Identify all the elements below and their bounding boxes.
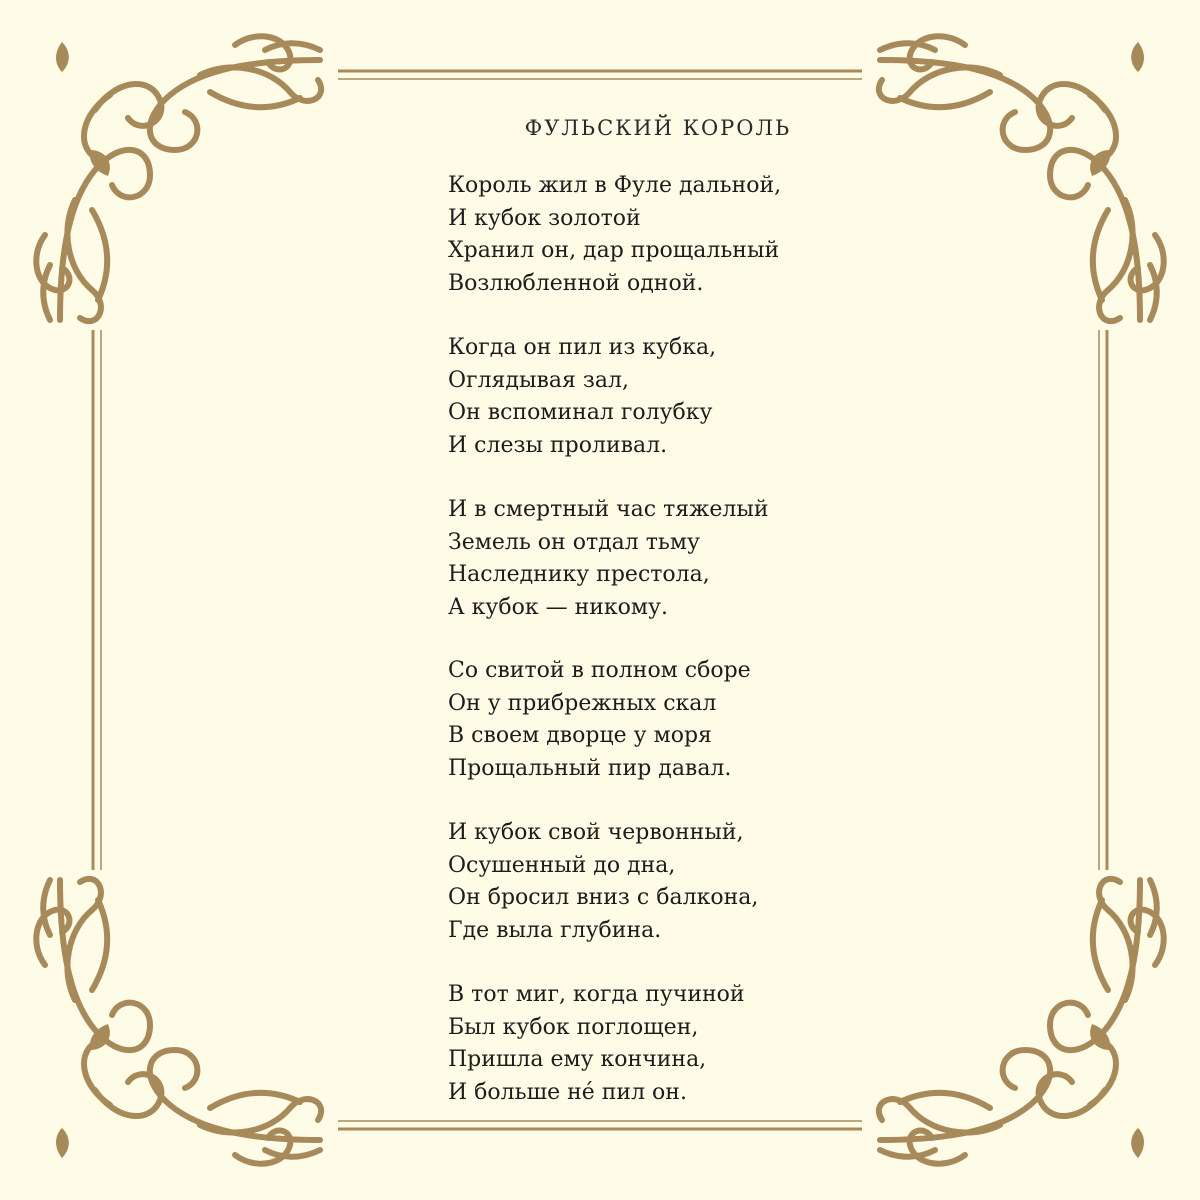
stanza-3 xyxy=(448,494,868,624)
poem-line: Он вспоминал голубку xyxy=(448,400,713,425)
stanza-5 xyxy=(448,817,868,947)
poem-line: Наследнику престола, xyxy=(448,562,710,587)
poem-line: И больше нé пил он. xyxy=(448,1079,687,1105)
poem-line: Он бросил вниз с балкона, xyxy=(448,885,759,910)
poem-line: Он у прибрежных скал xyxy=(448,690,717,716)
poem-line: Земель он отдал тьму xyxy=(448,529,700,555)
poem-line: В тот миг, когда пучиной xyxy=(448,982,745,1007)
poem-line: И слезы проливал. xyxy=(448,432,668,458)
poem-line: И кубок золотой xyxy=(448,205,641,231)
poem-line: Был кубок поглощен, xyxy=(448,1014,699,1040)
stanza-1 xyxy=(448,170,868,300)
stanza-2 xyxy=(448,332,868,462)
poem-title: ФУЛЬСКИЙ КОРОЛЬ xyxy=(524,116,792,140)
stanza-6 xyxy=(448,979,868,1109)
poem-line: В своем дворце у моря xyxy=(448,723,712,748)
stanza-4 xyxy=(448,655,868,785)
poem-line: Возлюбленной одной. xyxy=(448,270,704,296)
poem-line: Прощальный пир давал. xyxy=(448,755,732,781)
poem-line: Оглядывая зал, xyxy=(448,367,629,393)
poem-line: А кубок — никому. xyxy=(448,594,668,620)
poem-line: И кубок свой червонный, xyxy=(448,820,744,845)
poem-line: Хранил он, дар прощальный xyxy=(448,238,780,263)
poem-line: Когда он пил из кубка, xyxy=(448,335,717,360)
poem-line: Со свитой в полном сборе xyxy=(448,658,751,683)
poem-line: И в смертный час тяжелый xyxy=(448,497,769,522)
poem-line: Король жил в Фуле дальной, xyxy=(448,173,782,198)
poem-line: Пришла ему кончина, xyxy=(448,1047,707,1072)
poem-line: Осушенный до дна, xyxy=(448,852,676,878)
poem-line: Где выла глубина. xyxy=(448,917,662,943)
